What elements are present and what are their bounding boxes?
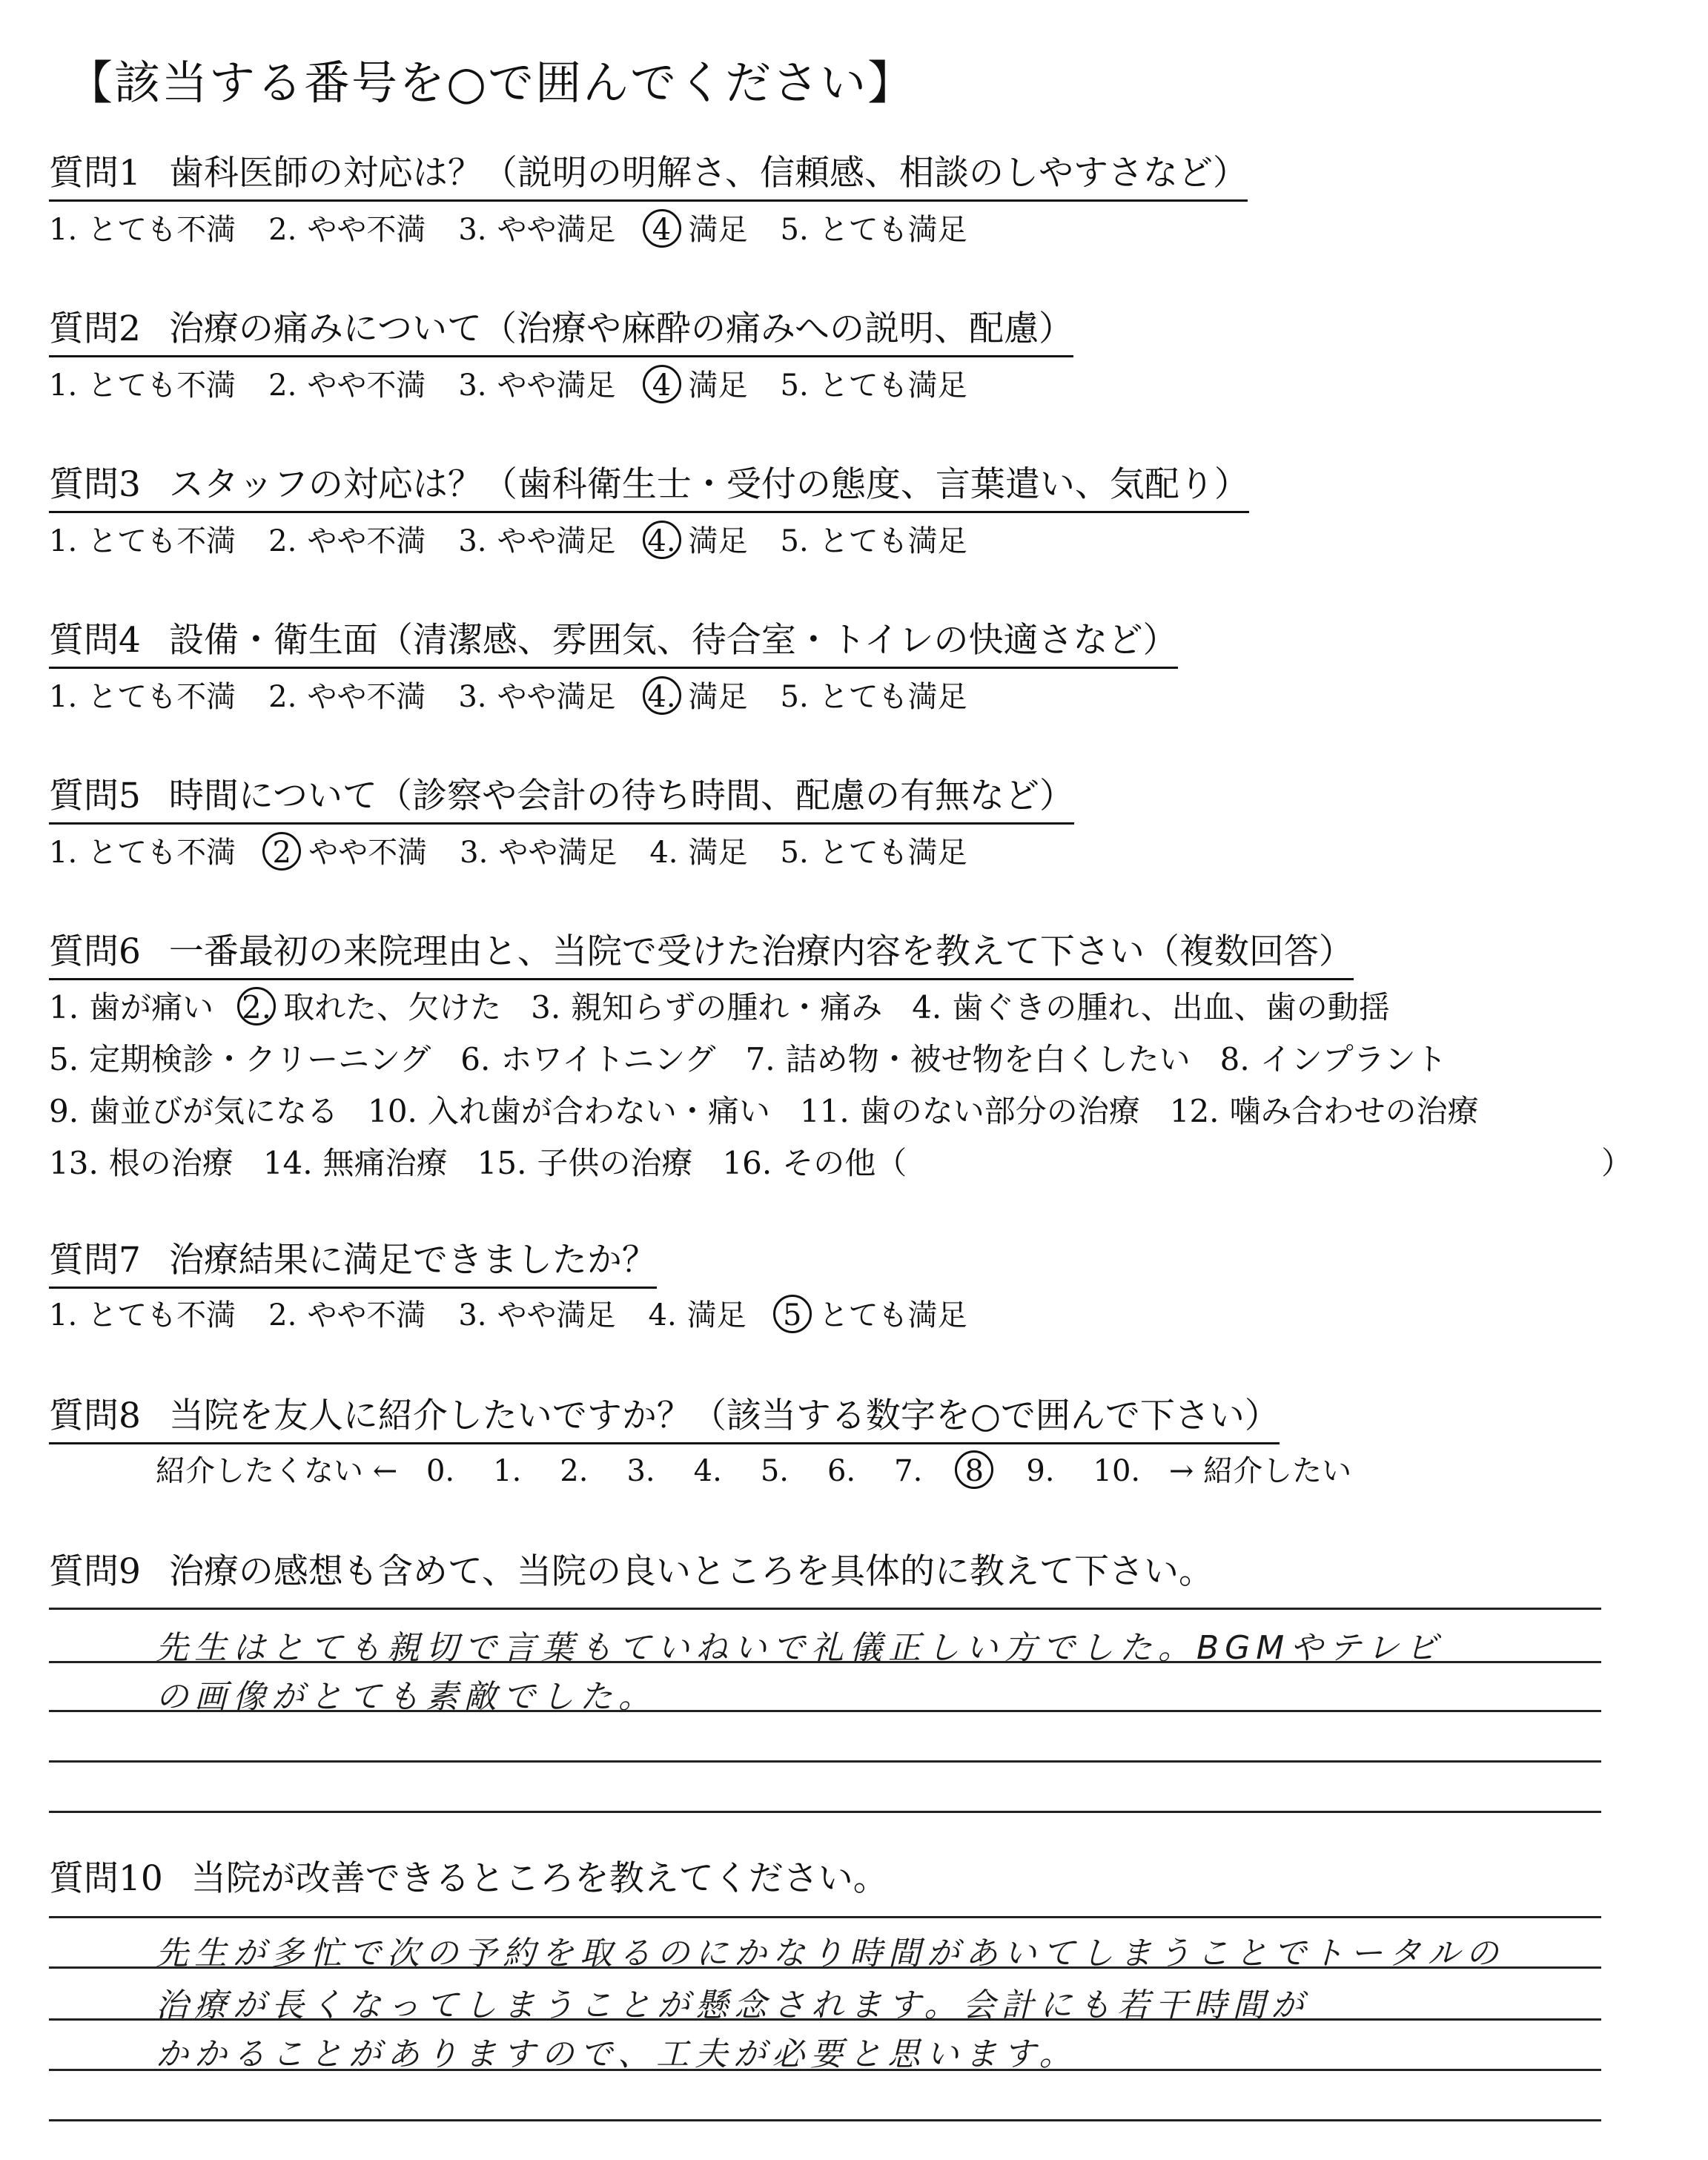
answer-option (49, 1087, 338, 1132)
option-text: 歯並びが気になる (89, 1093, 339, 1129)
answer-option (368, 1087, 770, 1132)
option-number: 4. (648, 1298, 677, 1332)
option-text: とても満足 (818, 836, 967, 870)
option-text: やや満足 (498, 836, 618, 870)
option-text: やや満足 (497, 524, 616, 558)
option-text: とても不満 (87, 1298, 236, 1332)
answer-option (243, 983, 501, 1028)
question-5-label: 質問5 (49, 776, 141, 816)
option-text: とても不満 (87, 836, 236, 870)
option-text: 満足 (688, 369, 748, 403)
answer-option (800, 1087, 1140, 1132)
question-4-options (49, 673, 1000, 716)
answer-option (49, 1292, 236, 1334)
option-text: やや満足 (497, 680, 616, 714)
answer-option (49, 1139, 234, 1183)
question-8-text: 当院を友人に紹介したいですか？（該当する数字を○で囲んで下さい） (168, 1396, 1280, 1436)
circled-option-number: 4. (643, 676, 681, 715)
question-9-label: 質問9 (49, 1551, 141, 1592)
option-number: 2. (268, 524, 297, 558)
option-number: 3. (531, 989, 561, 1025)
question-1-title (49, 145, 1248, 202)
option-text: とても不満 (87, 369, 236, 403)
option-number: 1. (49, 1298, 78, 1332)
answer-option (649, 518, 748, 560)
circled-option-number: 4 (643, 365, 681, 403)
question-5-text: 時間について（診察や会計の待ち時間、配慮の有無など） (168, 776, 1074, 816)
question-9-title (49, 1544, 1214, 1598)
answer-option (49, 829, 236, 871)
answer-option (458, 673, 615, 716)
option-number: 10. (368, 1093, 417, 1129)
answer-option (781, 673, 967, 716)
question-6-label: 質問6 (49, 931, 141, 972)
option-text: 満足 (688, 524, 748, 558)
question-10-answer-line-2: 治療が長くなってしまうことが懸念されます。会計にも若干時間が (156, 1986, 1310, 2024)
option-number: 2. (268, 369, 297, 403)
question-9-answer-line-1: 先生はとても親切で言葉もていねいで礼儀正しい方でした。BGMやテレビ (156, 1629, 1444, 1667)
answer-rule (49, 1916, 1601, 1918)
option-number: 12. (1169, 1093, 1219, 1129)
question-7-title (49, 1232, 657, 1289)
question-8-label: 質問8 (49, 1396, 141, 1436)
question-2-label: 質問2 (49, 308, 141, 349)
question-1-options (49, 206, 1000, 248)
answer-rule (49, 2069, 1601, 2071)
scale-value-circled: 8 (955, 1450, 993, 1489)
option-text: 無痛治療 (322, 1145, 448, 1181)
question-10-answer-line-1: 先生が多忙で次の予約を取るのにかなり時間があいてしまうことでトータルの (156, 1935, 1505, 1972)
survey-header: 【該当する番号を○で囲んでください】 (67, 56, 916, 110)
question-9-answer-line-2: の画像がとても素敵でした。 (156, 1678, 657, 1716)
option-text: とても満足 (818, 369, 967, 403)
answer-option (268, 673, 426, 716)
answer-option (458, 362, 615, 404)
circled-option-number: 2. (237, 987, 276, 1025)
question-3-title (49, 457, 1249, 513)
question-2-options (49, 362, 1000, 404)
answer-option (649, 362, 748, 404)
option-number: 1. (49, 369, 78, 403)
option-number: 7. (745, 1041, 775, 1077)
answer-option (649, 1292, 747, 1334)
answer-option (268, 1292, 426, 1334)
scale-value: 6. (827, 1454, 856, 1488)
answer-rule (49, 1966, 1601, 1969)
option-text: とても不満 (87, 680, 236, 714)
option-text: 取れた、欠けた (283, 989, 502, 1025)
answer-option (49, 673, 236, 716)
option-text: 満足 (686, 1298, 747, 1332)
option-number: 3. (458, 369, 487, 403)
option-number: 3. (458, 1298, 487, 1332)
option-text: 親知らずの腫れ・痛み (571, 989, 883, 1025)
option-number: 3. (458, 524, 487, 558)
option-number: 5. (780, 213, 809, 247)
option-text: 定期検診・クリーニング (89, 1041, 431, 1077)
option-number: 4. (912, 989, 942, 1025)
answer-option (531, 983, 882, 1028)
question-8-title (49, 1388, 1280, 1444)
question-6-other-close: ） (1601, 1145, 1633, 1181)
answer-option (268, 829, 427, 871)
option-text: インプラント (1260, 1041, 1447, 1077)
question-7-label: 質問7 (49, 1240, 141, 1281)
circled-option-number: 4 (643, 209, 681, 248)
answer-option (1220, 1035, 1447, 1080)
option-number: 5. (49, 1041, 79, 1077)
question-6-title (49, 924, 1354, 980)
option-text: その他（ (782, 1145, 907, 1181)
answer-option (781, 362, 967, 404)
answer-option (49, 518, 236, 560)
option-text: とても満足 (818, 1298, 967, 1332)
question-2-title (49, 301, 1073, 357)
option-text: とても不満 (87, 524, 236, 558)
answer-option (268, 518, 426, 560)
scale-value: 4. (693, 1454, 722, 1488)
scale-value: 5. (760, 1454, 789, 1488)
scale-value: 2. (560, 1454, 589, 1488)
option-number: 8. (1219, 1041, 1250, 1077)
option-text: 満足 (688, 836, 748, 870)
option-text: やや満足 (497, 1298, 616, 1332)
option-text: やや不満 (307, 680, 426, 714)
scale-value: 0. (426, 1454, 455, 1488)
question-3-label: 質問3 (49, 464, 141, 505)
circled-option-number: 5 (773, 1295, 812, 1333)
option-text: やや不満 (307, 524, 426, 558)
option-text: 噛み合わせの治療 (1229, 1093, 1479, 1129)
option-number: 1. (49, 213, 78, 247)
scale-value: 1. (493, 1454, 522, 1488)
question-2-text: 治療の痛みについて（治療や麻酔の痛みへの説明、配慮） (168, 308, 1074, 349)
option-number: 1. (49, 680, 78, 714)
question-6-line-3 (49, 1087, 1509, 1132)
option-number: 2. (268, 213, 297, 247)
option-number: 5. (780, 836, 809, 870)
answer-option (477, 1139, 693, 1183)
answer-option (649, 673, 748, 716)
option-number: 9. (49, 1093, 79, 1129)
scale-numbers (407, 1450, 1159, 1489)
answer-rule (49, 2018, 1601, 2021)
option-text: とても満足 (818, 524, 967, 558)
question-4-label: 質問4 (49, 620, 141, 661)
answer-option (49, 206, 236, 248)
question-6-line-1 (49, 983, 1420, 1028)
option-number: 15. (477, 1145, 527, 1181)
answer-rule (49, 1811, 1601, 1813)
answer-option (722, 1139, 907, 1183)
question-10-answer-line-3: かかることがありますので、工夫が必要と思います。 (156, 2035, 1078, 2073)
option-text: やや不満 (308, 836, 428, 870)
scale-value: 7. (894, 1454, 923, 1488)
answer-option (263, 1139, 448, 1183)
option-text: 詰め物・被せ物を白くしたい (785, 1041, 1191, 1077)
option-number: 1. (49, 989, 79, 1025)
answer-rule (49, 2119, 1601, 2121)
question-5-title (49, 768, 1074, 825)
option-text: 入れ歯が合わない・痛い (427, 1093, 770, 1129)
option-number: 1. (49, 836, 78, 870)
scale-value: 3. (626, 1454, 655, 1488)
question-6-text: 一番最初の来院理由と、当院で受けた治療内容を教えて下さい（複数回答） (168, 931, 1354, 972)
circled-option-number: 2 (262, 832, 301, 871)
answer-option (268, 362, 426, 404)
question-1-text: 歯科医師の対応は？（説明の明解さ、信頼感、相談のしやすさなど） (168, 153, 1248, 194)
option-number: 1. (49, 524, 78, 558)
answer-option (779, 1292, 967, 1334)
answer-rule (49, 1608, 1601, 1610)
option-number: 13. (49, 1145, 99, 1181)
question-10-title (49, 1851, 888, 1905)
option-number: 2. (268, 680, 297, 714)
answer-option (458, 1292, 615, 1334)
question-10-label: 質問10 (49, 1858, 163, 1899)
option-text: とても不満 (87, 213, 236, 247)
option-text: やや不満 (307, 1298, 426, 1332)
question-7-text: 治療結果に満足できましたか？ (168, 1240, 657, 1281)
question-6-line-2 (49, 1035, 1477, 1080)
answer-rule (49, 1661, 1601, 1663)
option-number: 3. (458, 213, 487, 247)
option-text: ホワイトニング (500, 1041, 716, 1077)
question-3-options (49, 518, 1000, 560)
option-text: やや不満 (307, 213, 426, 247)
option-number: 5. (780, 680, 809, 714)
option-text: 満足 (688, 213, 748, 247)
option-text: 歯のない部分の治療 (859, 1093, 1140, 1129)
option-text: 子供の治療 (537, 1145, 693, 1181)
option-text: やや満足 (497, 369, 616, 403)
option-text: やや不満 (307, 369, 426, 403)
option-number: 14. (262, 1145, 313, 1181)
option-number: 2. (268, 1298, 297, 1332)
answer-option (268, 206, 426, 248)
answer-option (912, 983, 1390, 1028)
option-text: やや満足 (497, 213, 616, 247)
option-number: 3. (458, 680, 487, 714)
option-number: 6. (460, 1041, 491, 1077)
question-5-options (49, 829, 1000, 871)
answer-option (649, 206, 748, 248)
answer-option (49, 362, 236, 404)
answer-option (649, 829, 747, 871)
answer-option (460, 829, 617, 871)
answer-option (49, 983, 214, 1028)
answer-option (458, 206, 615, 248)
option-number: 4. (649, 836, 678, 870)
option-number: 16. (722, 1145, 772, 1181)
scale-left-label: 紹介したくない ← (156, 1454, 398, 1488)
answer-option (746, 1035, 1191, 1080)
answer-option (460, 1035, 715, 1080)
question-7-options (49, 1292, 1000, 1334)
option-text: 歯ぐきの腫れ、出血、歯の動揺 (952, 989, 1390, 1025)
scale-value: 10. (1093, 1454, 1141, 1488)
question-10-text: 当院が改善できるところを教えてください。 (191, 1858, 888, 1899)
option-text: とても満足 (818, 213, 967, 247)
scale-value: 9. (1026, 1454, 1055, 1488)
answer-option (781, 829, 967, 871)
option-text: とても満足 (818, 680, 967, 714)
option-text: 満足 (688, 680, 748, 714)
question-9-text: 治療の感想も含めて、当院の良いところを具体的に教えて下さい。 (168, 1551, 1214, 1592)
answer-option (458, 518, 615, 560)
option-text: 歯が痛い (89, 989, 214, 1025)
option-number: 11. (799, 1093, 850, 1129)
option-number: 3. (460, 836, 489, 870)
question-1-label: 質問1 (49, 153, 141, 194)
question-8-scale (156, 1447, 1351, 1490)
circled-option-number: 4. (643, 521, 681, 559)
answer-option (49, 1035, 431, 1080)
scale-right-label: → 紹介したい (1168, 1454, 1352, 1488)
answer-option (781, 518, 967, 560)
answer-rule (49, 1760, 1601, 1763)
option-number: 5. (780, 524, 809, 558)
question-4-text: 設備・衛生面（清潔感、雰囲気、待合室・トイレの快適さなど） (168, 620, 1178, 661)
answer-option (781, 206, 967, 248)
option-number: 5. (780, 369, 809, 403)
question-6-line-4 (49, 1139, 936, 1183)
answer-rule (49, 1710, 1601, 1712)
answer-option (1170, 1087, 1479, 1132)
question-3-text: スタッフの対応は？（歯科衛生士・受付の態度、言葉遣い、気配り） (168, 464, 1249, 505)
question-4-title (49, 612, 1178, 669)
option-text: 根の治療 (108, 1145, 234, 1181)
